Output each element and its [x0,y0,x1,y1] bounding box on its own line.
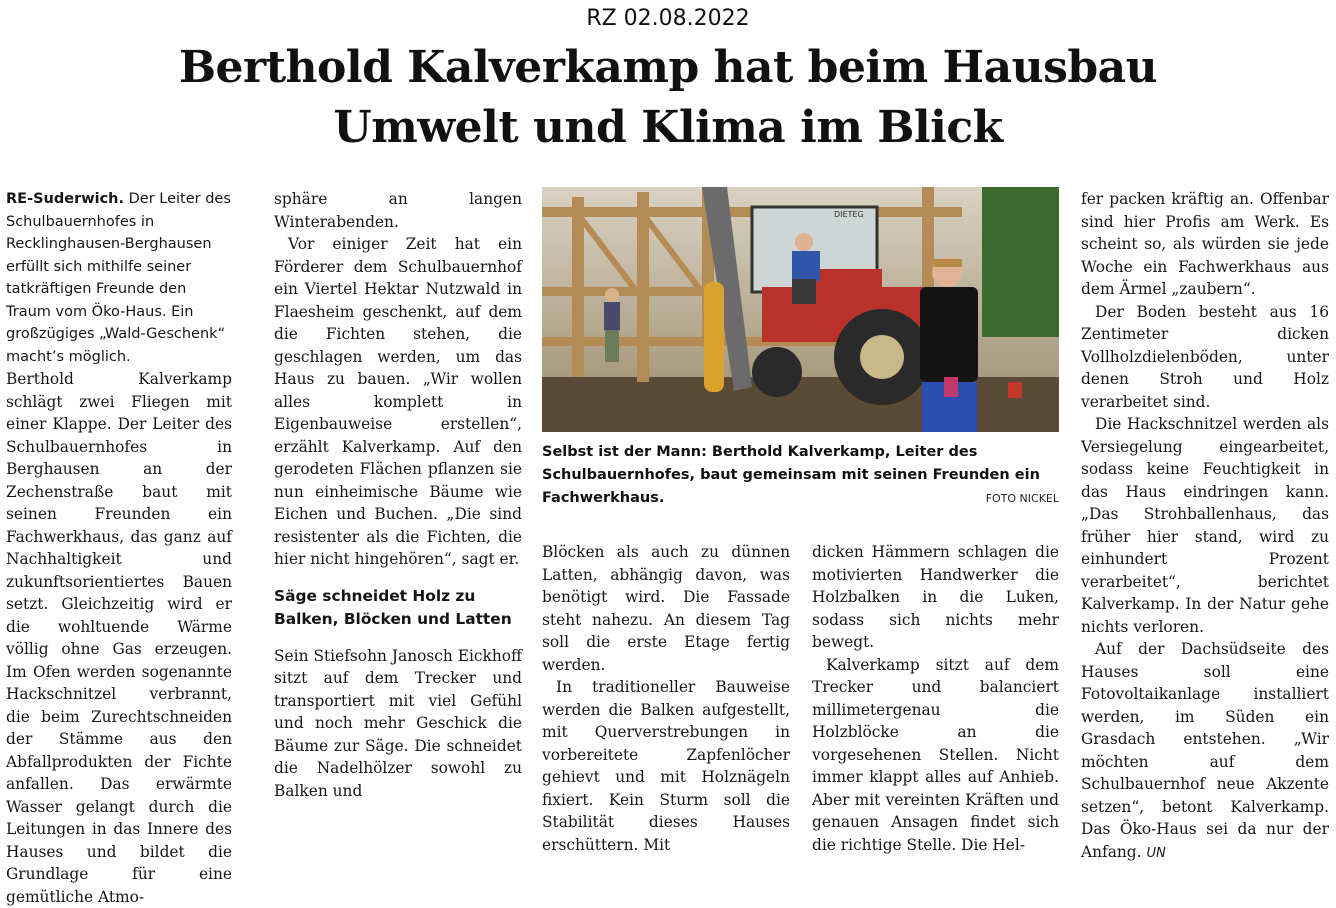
body-paragraph: In traditioneller Bauweise werden die Balken aufgestellt, mit Querverstrebungen in vorbereitete Zapfenlöcher gehievt und mit Holznägeln fixiert. Kein Sturm soll die Stabilität dieses Hauses erschüttern. Mit [542,678,790,854]
lead-text: Der Leiter des Schulbauernhofes in Recklinghausen-Berghausen erfüllt sich mithilfe seiner tatkräftigen Freunde den Traum vom Öko-Haus. Ein großzügiges „Wald-Geschenk“ macht’s möglich. [6,191,231,365]
article-column-2 [274,188,522,802]
foliage [982,187,1059,337]
body-paragraph: Vor einiger Zeit hat ein Förderer dem Schulbauernhof ein Viertel Hektar Nutzwald in Flaesheim geschenkt, auf dem die Fichten stehen, die geschlagen werden, um das Haus zu bauen. „Wir wollen alles komplett in Eigenbauweise erstellen“, erzählt Kalverkamp. Auf den gerodeten Flächen pflanzen sie nun einheimische Bäume wie Eichen und Buchen. „Die sind resistenter als die Fichten, die hier nicht hingehören“, sagt er. [274,235,522,568]
body-text: Auf der Dachsüdseite des Hauses soll eine Fotovoltaikanlage installiert werden, im Süden ein Grasdach entstehen. „Wir möchten auf dem Schulbauernhof neue Akzente setzen“, betont Kalverkamp. Das Öko-Haus sei da nur der Anfang. [1081,640,1329,861]
lead-location: RE-Suderwich. [6,191,125,207]
article-photo [542,187,1059,432]
body-paragraph: dicken Hämmern schlagen die motivierten Handwerker die Holzbalken in die Luken, sodass sich nichts mehr bewegt. [812,543,1059,651]
yellow-hoses [704,282,724,392]
body-paragraph [1081,638,1329,865]
article-column-3 [542,541,790,856]
headline-line-1: Berthold Kalverkamp hat beim Hausbau [178,42,1158,93]
body-paragraph: sphäre an langen Winterabenden. [274,190,522,231]
tractor-brand-label: DIETEG [834,210,864,219]
body-paragraph: Sein Stiefsohn Janosch Eickhoff sitzt auf dem Trecker und transportiert mit viel Gefühl und noch mehr Geschick die Bäume zur Säge. Die schneidet die Nadelhölzer sowohl zu Balken und [274,646,522,800]
body-paragraph: Kalverkamp sitzt auf dem Trecker und balanciert millimetergenau die Holzblöcke an die vorgesehenen Stellen. Nicht immer klappt alles auf Anhieb. Aber mit vereinten Kräften und genauen Ansagen findet sich die richtige Stelle. Die Hel- [812,655,1059,854]
body-paragraph: Der Boden besteht aus 16 Zentimeter dicken Vollholzdielenböden, unter denen Stroh und Holz verarbeitet sind. [1081,302,1329,411]
photo-credit: FOTO NICKEL [985,492,1059,505]
article-column-1 [6,188,232,908]
body-paragraph: Die Hackschnitzel werden als Versiegelung eingearbeitet, sodass keine Feuchtigkeit in das Haus eindringen kann. „Das Strohballenhaus, das früher hier stand, wird zu einhundert Prozent verarbeitet“, berichtet Kalverkamp. In der Natur gehe nichts verloren. [1081,415,1329,636]
ground [542,377,1059,432]
tractor-construction-scene [542,187,1059,432]
body-paragraph: fer packen kräftig an. Offenbar sind hier Profis am Werk. Es scheint so, als würden sie jede Woche ein Fachwerkhaus aus dem Ärmel „zaubern“. [1081,190,1329,298]
helper-on-left [604,288,620,362]
headline [0,38,1336,158]
article-column-4 [812,541,1059,856]
article-column-5 [1081,188,1329,865]
body-paragraph: Blöcken als auch zu dünnen Latten, abhängig davon, was benötigt wird. Die Fassade steht nahezu. An diesem Tag soll die erste Etage fertig werden. [542,543,790,674]
author-initials: UN [1146,845,1166,861]
photo-caption: Selbst ist der Mann: Berthold Kalverkamp, Leiter des Schulbauernhofes, baut gemeinsam mit seinen Freunden ein Fachwerkhaus. [542,444,1040,506]
lead-paragraph [6,188,232,368]
subheading: Säge schneidet Holz zu Balken, Blöcken und Latten [274,586,512,628]
body-paragraph: Berthold Kalverkamp schlägt zwei Fliegen mit einer Klappe. Der Leiter des Schulbauernhofes in Berghausen an der Zechenstraße baut mit seinen Freunden ein Fachwerkhaus, das ganz auf Nachhaltigkeit und zukunftsorientiertes Bauen setzt. Gleichzeitig wird er die wohltuende Wärme völlig ohne Gas erzeugen. Im Ofen werden sogenannte Hackschnitzel verbrannt, die beim Zurechtschneiden der Stämme aus den Abfallprodukten der Fichte anfallen. Das erwärmte Wasser gelangt durch die Leitungen in das Innere des Hauses und bildet die Grundlage für eine gemütliche Atmo- [6,370,232,906]
headline-line-2: Umwelt und Klima im Blick [333,102,1003,153]
dateline: RZ 02.08.2022 [586,6,750,31]
